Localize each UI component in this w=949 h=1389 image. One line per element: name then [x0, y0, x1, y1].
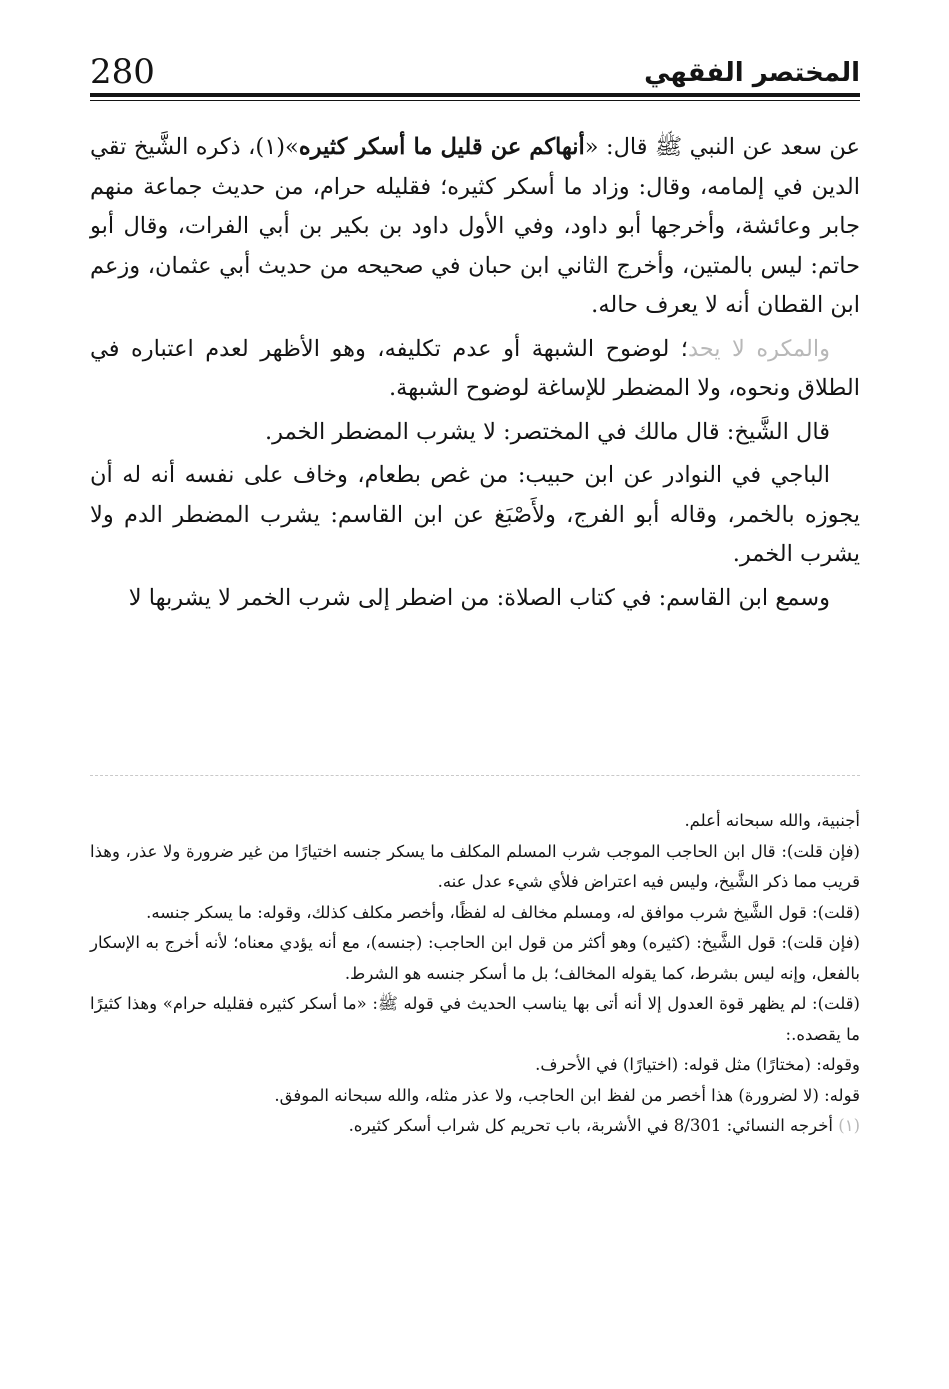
- faded-lead: والمكره لا يحد: [687, 335, 830, 362]
- main-text: [90, 128, 860, 622]
- footnote-line-1: أجنبية، والله سبحانه أعلم.: [684, 811, 860, 830]
- paragraph-4: الباجي في النوادر عن ابن حبيب: من غص بطعام، وخاف على نفسه أنه له أن يجوزه بالخمر، وقاله أبو الفرج، ولأَصْبَغ عن ابن القاسم: يشرب المضطر الدم ولا يشرب الخمر.: [90, 462, 860, 567]
- page-number: 280: [90, 52, 155, 92]
- paragraph-5: وسمع ابن القاسم: في كتاب الصلاة: من اضطر إلى شرب الخمر لا يشربها لا: [128, 584, 830, 611]
- footnote-line-6: وقوله: (مختارًا) مثل قوله: (اختيارًا) في الأحرف.: [535, 1055, 860, 1074]
- footnote-separator: [90, 775, 860, 776]
- footnote-line-5: (قلت): لم يظهر قوة العدول إلا أنه أتى بها يناسب الحديث في قوله ﷺ: «ما أسكر كثيره فقليله حرام» وهذا كثيرًا ما يقصده.:: [90, 994, 860, 1044]
- footnote-marker: (١): [838, 1116, 860, 1135]
- p1-after: »(١)، ذكره الشَّيخ تقي الدين في إلمامه، وقال: وزاد ما أسكر كثيره؛ فقليله حرام، من حديث جماعة منهم جابر وعائشة، وأخرجها أبو داود، وفي الأول داود بن بكير بن أبي الفرات، وقال أبو حاتم: ليس بالمتين، وأخرج الثاني ابن حبان في صحيحه من حديث أبي عثمان، وزعم ابن القطان أنه لا يعرف حاله.: [90, 134, 860, 318]
- footnotes: [90, 806, 860, 1142]
- footnote-line-3: (قلت): قول الشَّيخ شرب موافق له، ومسلم مخالف له لفظًا، وأخصر مكلف كذلك، وقوله: ما يسكر جنسه.: [146, 902, 860, 922]
- p1-before: عن سعد عن النبي ﷺ قال: «: [584, 134, 860, 160]
- footnote-line-2: (فإن قلت): قال ابن الحاجب الموجب شرب المسلم المكلف ما يسكر جنسه اختيارًا من غير ضرورة ولا عذر، وهذا قريب مما ذكر الشَّيخ، وليس فيه اعتراض فلأي شيء عدل عنه.: [90, 841, 860, 891]
- footnote-line-4: (فإن قلت): قول الشَّيخ: (كثيره) وهو أكثر من قول ابن الحاجب: (جنسه)، مع أنه يؤدي معناه؛ لأنه أخرج به الإسكار بالفعل، وإنه ليس بشرط، كما يقوله المخالف؛ بل ما أسكر جنسه هو الشرط.: [90, 933, 860, 983]
- paragraph-2: [90, 330, 860, 409]
- running-header: [90, 52, 860, 98]
- footnote-reference: [90, 1111, 860, 1142]
- paragraph-3: قال الشَّيخ: قال مالك في المختصر: لا يشرب المضطر الخمر.: [265, 418, 830, 445]
- paragraph-1: [90, 128, 860, 326]
- header-rule-thick: [90, 93, 860, 97]
- footnote-line-7: قوله: (لا لضرورة) هذا أخصر من لفظ ابن الحاجب، ولا عذر مثله، والله سبحانه الموفق.: [274, 1085, 860, 1105]
- header-rule-thin: [90, 100, 860, 101]
- footnote-source: أخرجه النسائي: 8/301 في الأشربة، باب تحريم كل شراب أسكر كثيره.: [348, 1116, 839, 1135]
- book-title: المختصر الفقهي: [644, 58, 860, 88]
- p2-text: ؛ لوضوح الشبهة أو عدم تكليفه، وهو الأظهر لعدم اعتباره في الطلاق ونحوه، ولا المضطر للإساغة لوضوح الشبهة.: [90, 335, 860, 401]
- hadith-quote: أنهاكم عن قليل ما أسكر كثيره: [298, 134, 585, 160]
